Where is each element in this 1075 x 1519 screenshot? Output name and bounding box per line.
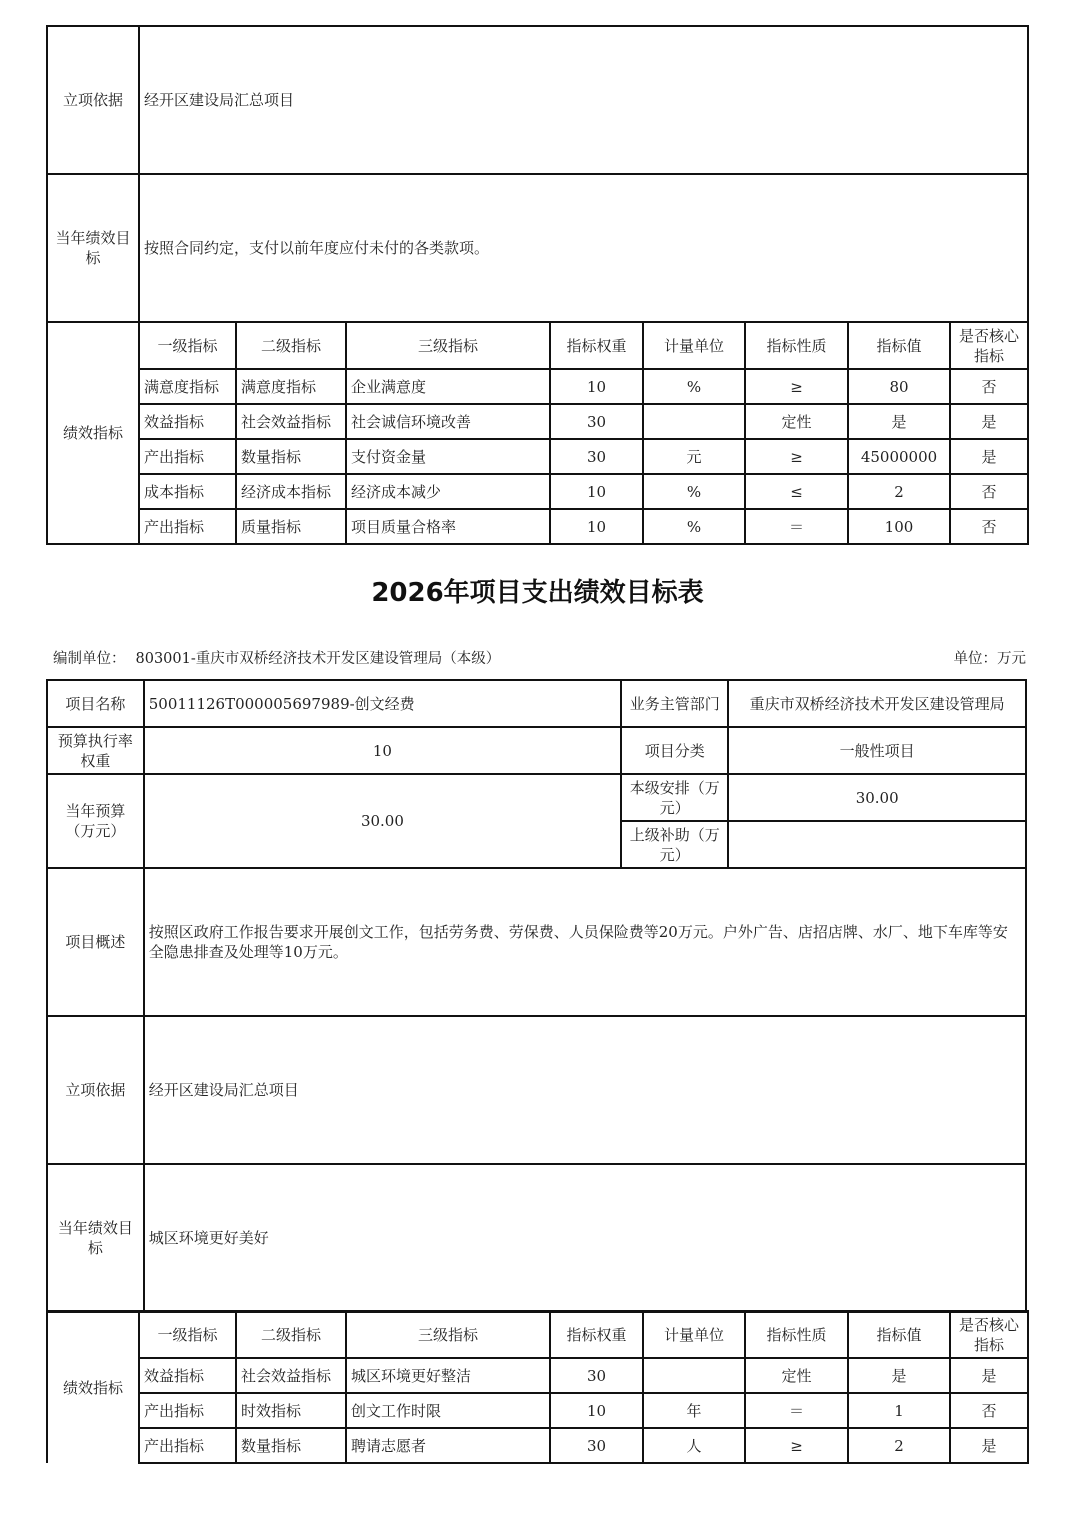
cell-unit: 人 <box>643 1428 745 1463</box>
page-title: 2026年项目支出绩效目标表 <box>371 578 704 608</box>
cell-nature: ≤ <box>745 474 848 509</box>
project-name-label: 项目名称 <box>47 680 144 727</box>
cell-core: 是 <box>950 439 1028 474</box>
cell-unit: % <box>643 509 745 544</box>
superior-label: 上级补助（万元） <box>621 821 728 868</box>
cell-weight: 10 <box>550 369 643 404</box>
cell-core: 否 <box>950 369 1028 404</box>
category-label: 项目分类 <box>621 727 728 774</box>
cell-level1: 产出指标 <box>139 1428 236 1463</box>
budget-label: 当年预算（万元） <box>47 774 144 868</box>
cell-weight: 30 <box>550 1428 643 1463</box>
cell-unit: % <box>643 369 745 404</box>
header-unit: 计量单位 <box>643 322 745 369</box>
cell-core: 是 <box>950 1428 1028 1463</box>
cell-value: 2 <box>848 1428 950 1463</box>
cell-level2: 时效指标 <box>236 1393 346 1428</box>
table-row <box>47 404 1028 439</box>
section2-table <box>46 679 1027 1313</box>
overview-label: 项目概述 <box>47 868 144 1016</box>
cell-core: 否 <box>950 509 1028 544</box>
indicator-header-row <box>47 322 1028 369</box>
cell-unit <box>643 1358 745 1393</box>
overview-value: 按照区政府工作报告要求开展创文工作，包括劳务费、劳保费、人员保险费等20万元。户外广告、店招店牌、水厂、地下车库等安全隐患排查及处理等10万元。 <box>144 868 1026 1016</box>
cell-level3: 经济成本减少 <box>346 474 550 509</box>
header-level1: 一级指标 <box>139 322 236 369</box>
goal-value: 城区环境更好美好 <box>144 1164 1026 1312</box>
cell-level2: 质量指标 <box>236 509 346 544</box>
cell-level1: 满意度指标 <box>139 369 236 404</box>
project-name-value: 50011126T000005697989-创文经费 <box>144 680 621 727</box>
cell-level3: 项目质量合格率 <box>346 509 550 544</box>
table-row <box>47 439 1028 474</box>
cell-weight: 30 <box>550 439 643 474</box>
cell-unit: % <box>643 474 745 509</box>
exec-rate-label: 预算执行率权重 <box>47 727 144 774</box>
cell-level3: 聘请志愿者 <box>346 1428 550 1463</box>
table-row <box>47 509 1028 544</box>
exec-rate-value: 10 <box>144 727 621 774</box>
cell-nature: ＝ <box>745 509 848 544</box>
cell-core: 是 <box>950 1358 1028 1393</box>
goal-label: 当年绩效目标 <box>47 174 139 322</box>
cell-level2: 经济成本指标 <box>236 474 346 509</box>
header-level3: 三级指标 <box>346 1311 550 1358</box>
header-level2: 二级指标 <box>236 322 346 369</box>
cell-level1: 效益指标 <box>139 1358 236 1393</box>
header-nature: 指标性质 <box>745 322 848 369</box>
cell-nature: 定性 <box>745 404 848 439</box>
local-value: 30.00 <box>728 774 1026 821</box>
indicators-label: 绩效指标 <box>47 1311 139 1463</box>
cell-level3: 城区环境更好整洁 <box>346 1358 550 1393</box>
dept-label: 业务主管部门 <box>621 680 728 727</box>
cell-nature: 定性 <box>745 1358 848 1393</box>
table-row <box>47 369 1028 404</box>
cell-value: 100 <box>848 509 950 544</box>
cell-level1: 产出指标 <box>139 439 236 474</box>
cell-level3: 社会诚信环境改善 <box>346 404 550 439</box>
table-row <box>47 474 1028 509</box>
compiling-unit-value: 803001-重庆市双桥经济技术开发区建设管理局（本级） <box>135 651 501 667</box>
cell-level2: 社会效益指标 <box>236 1358 346 1393</box>
cell-level2: 满意度指标 <box>236 369 346 404</box>
header-unit: 计量单位 <box>643 1311 745 1358</box>
header-level2: 二级指标 <box>236 1311 346 1358</box>
section1-table <box>46 25 1029 545</box>
header-value: 指标值 <box>848 322 950 369</box>
dept-value: 重庆市双桥经济技术开发区建设管理局 <box>728 680 1026 727</box>
cell-unit <box>643 404 745 439</box>
cell-unit: 年 <box>643 1393 745 1428</box>
indicators-label: 绩效指标 <box>47 322 139 544</box>
table-row <box>47 1428 1028 1463</box>
cell-value: 2 <box>848 474 950 509</box>
cell-value: 是 <box>848 1358 950 1393</box>
header-level1: 一级指标 <box>139 1311 236 1358</box>
superior-value <box>728 821 1026 868</box>
table-row <box>47 1393 1028 1428</box>
cell-value: 是 <box>848 404 950 439</box>
category-value: 一般性项目 <box>728 727 1026 774</box>
cell-level1: 产出指标 <box>139 1393 236 1428</box>
goal-value: 按照合同约定，支付以前年度应付未付的各类款项。 <box>139 174 1028 322</box>
compiling-unit <box>53 647 500 668</box>
basis-label: 立项依据 <box>47 1016 144 1164</box>
cell-level3: 创文工作时限 <box>346 1393 550 1428</box>
cell-level3: 企业满意度 <box>346 369 550 404</box>
cell-level1: 效益指标 <box>139 404 236 439</box>
cell-value: 45000000 <box>848 439 950 474</box>
cell-core: 是 <box>950 404 1028 439</box>
indicator-header-row <box>47 1311 1028 1358</box>
cell-core: 否 <box>950 1393 1028 1428</box>
header-weight: 指标权重 <box>550 1311 643 1358</box>
basis-value: 经开区建设局汇总项目 <box>139 26 1028 174</box>
header-value: 指标值 <box>848 1311 950 1358</box>
cell-nature: ＝ <box>745 1393 848 1428</box>
cell-weight: 10 <box>550 509 643 544</box>
header-weight: 指标权重 <box>550 322 643 369</box>
header-core: 是否核心指标 <box>950 1311 1028 1358</box>
local-label: 本级安排（万元） <box>621 774 728 821</box>
basis-value: 经开区建设局汇总项目 <box>144 1016 1026 1164</box>
cell-weight: 10 <box>550 474 643 509</box>
cell-value: 80 <box>848 369 950 404</box>
cell-nature: ≥ <box>745 369 848 404</box>
cell-level2: 数量指标 <box>236 1428 346 1463</box>
goal-label: 当年绩效目标 <box>47 1164 144 1312</box>
cell-level1: 产出指标 <box>139 509 236 544</box>
table-row <box>47 1358 1028 1393</box>
cell-core: 否 <box>950 474 1028 509</box>
cell-nature: ≥ <box>745 439 848 474</box>
cell-nature: ≥ <box>745 1428 848 1463</box>
header-core: 是否核心指标 <box>950 322 1028 369</box>
header-nature: 指标性质 <box>745 1311 848 1358</box>
section2-indicators-table <box>46 1310 1029 1464</box>
cell-weight: 10 <box>550 1393 643 1428</box>
cell-weight: 30 <box>550 404 643 439</box>
cell-level2: 社会效益指标 <box>236 404 346 439</box>
cell-unit: 元 <box>643 439 745 474</box>
header-level3: 三级指标 <box>346 322 550 369</box>
basis-label: 立项依据 <box>47 26 139 174</box>
compiling-unit-label: 编制单位： <box>53 651 126 667</box>
cell-level1: 成本指标 <box>139 474 236 509</box>
cell-level3: 支付资金量 <box>346 439 550 474</box>
cell-weight: 30 <box>550 1358 643 1393</box>
budget-value: 30.00 <box>144 774 621 868</box>
cell-level2: 数量指标 <box>236 439 346 474</box>
currency-unit: 单位：万元 <box>953 651 1026 667</box>
cell-value: 1 <box>848 1393 950 1428</box>
